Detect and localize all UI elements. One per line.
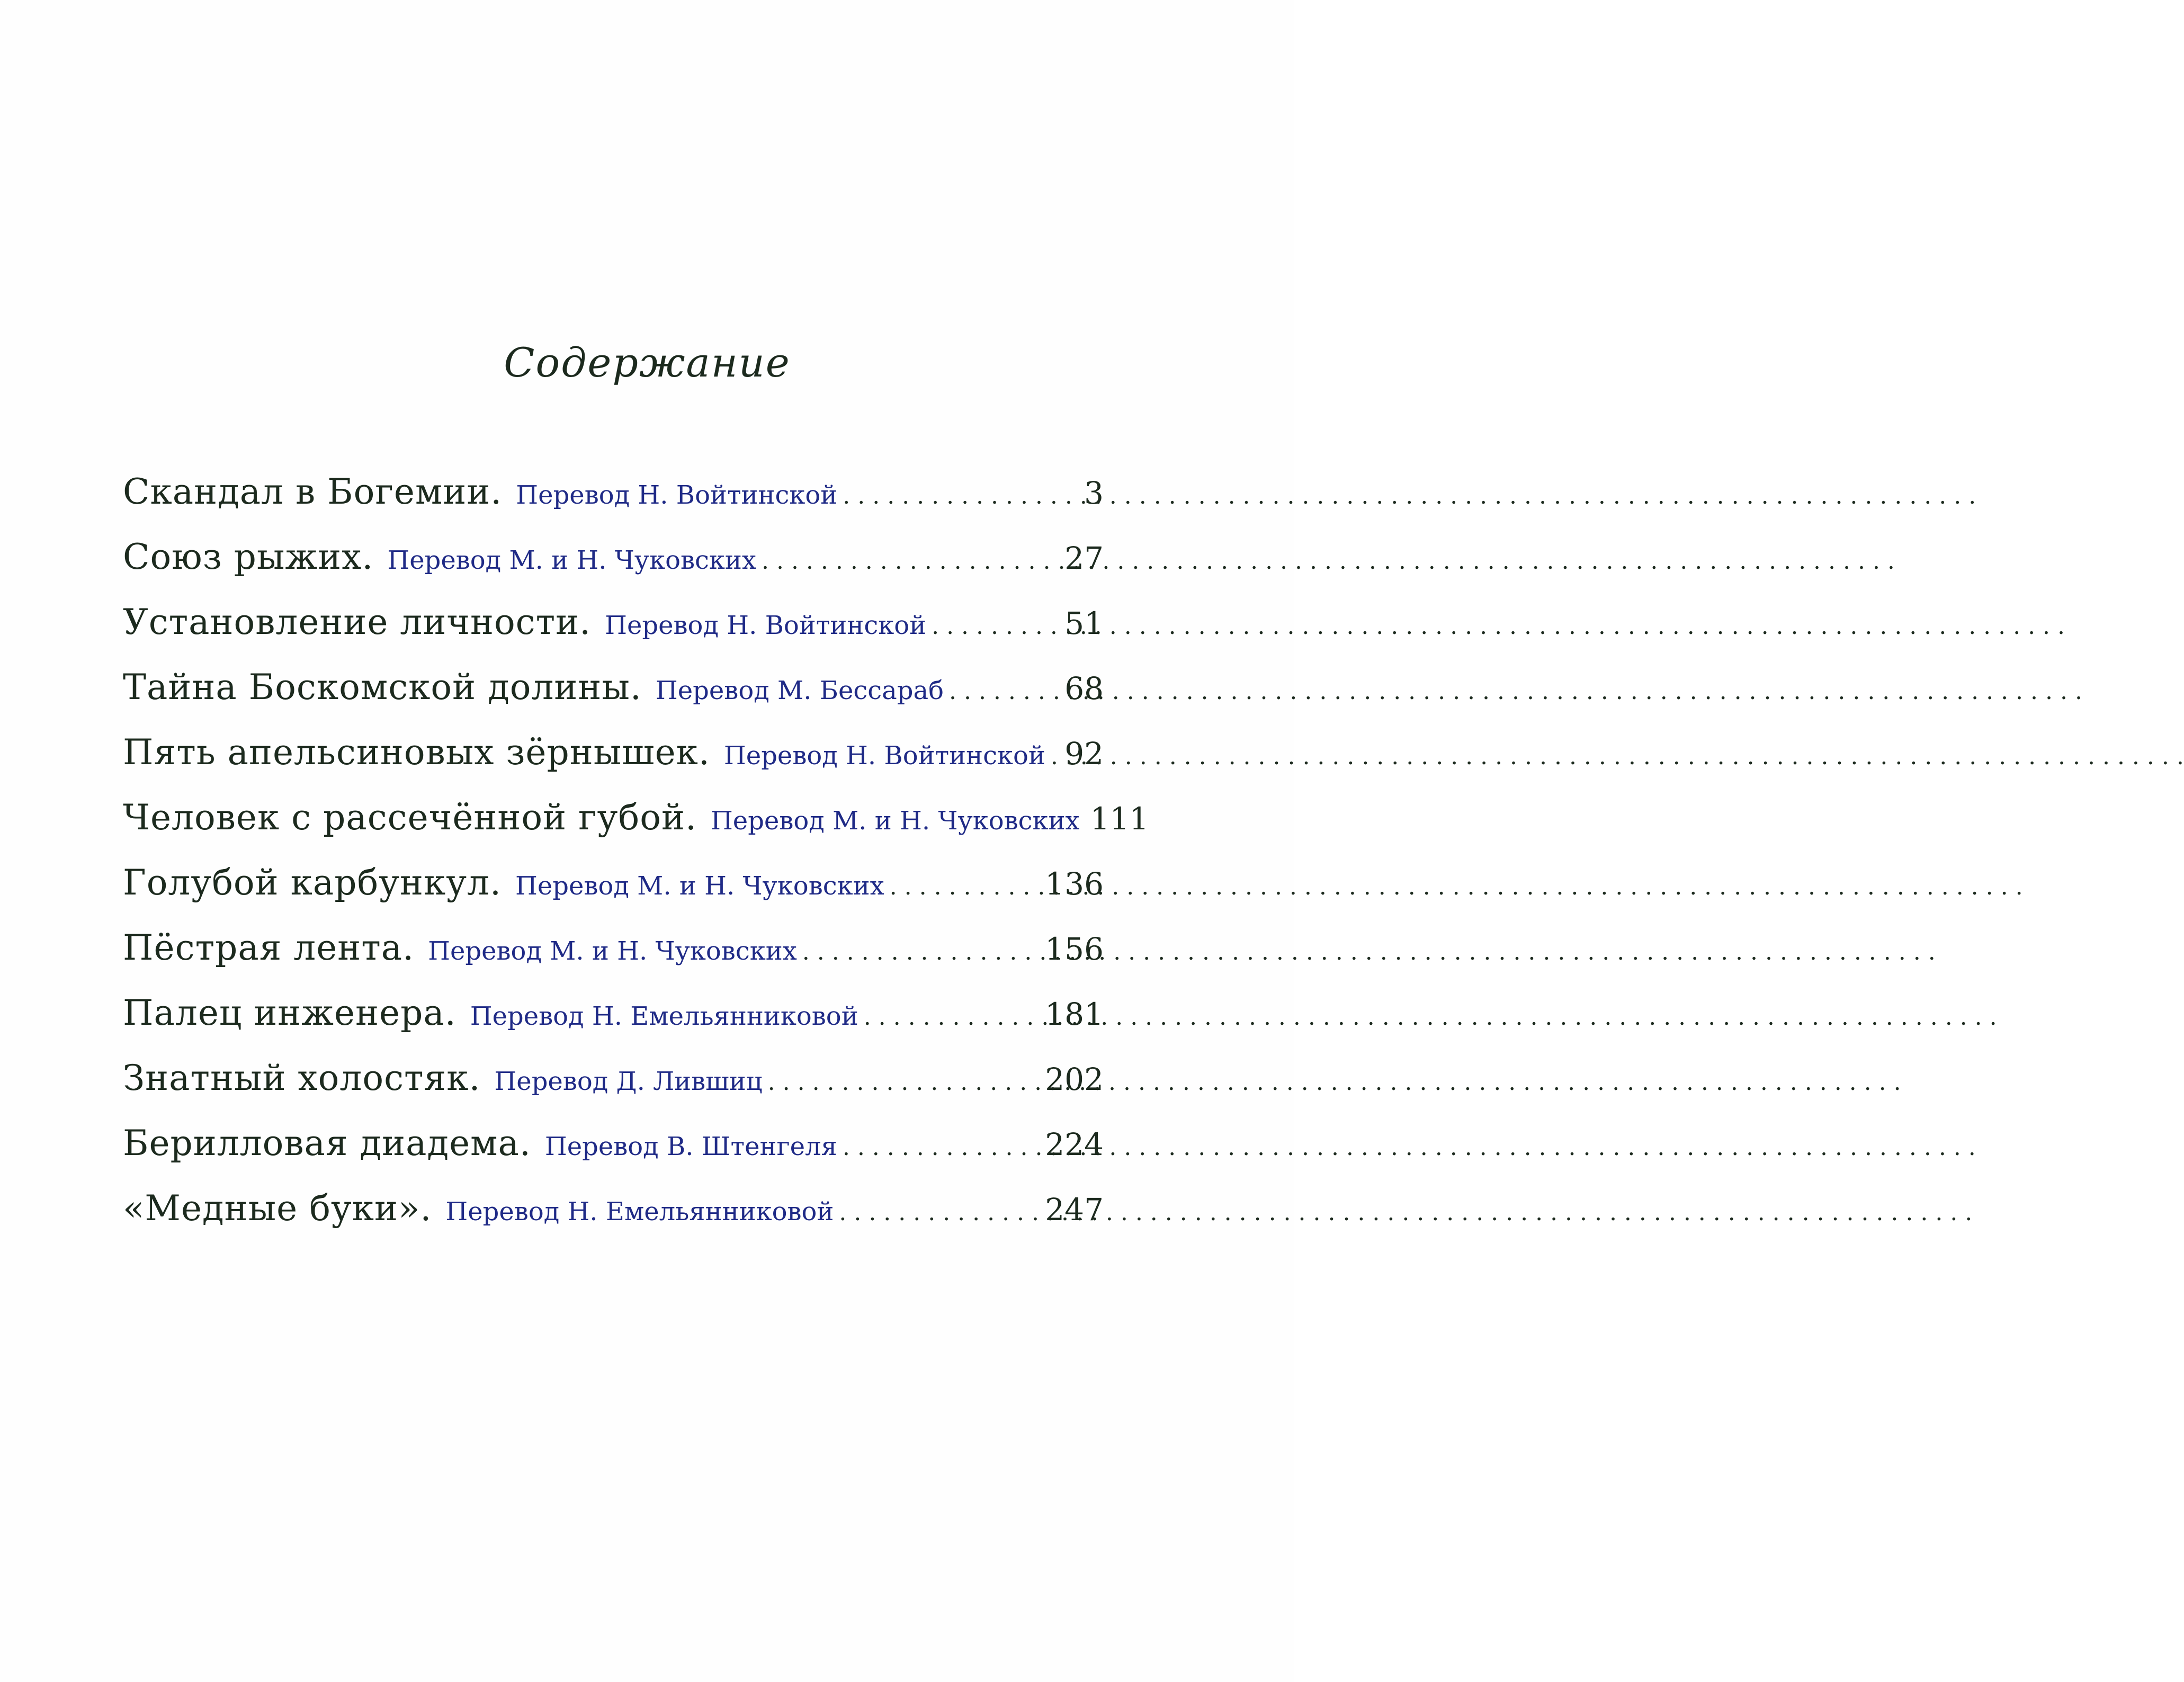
entry-title: Пёстрая лента. <box>123 927 415 968</box>
entry-title: Тайна Боскомской долины. <box>123 667 642 708</box>
entry-title: Голубой карбункул. <box>123 862 502 903</box>
entry-translator: Перевод Н. Емельянниковой <box>445 1197 834 1227</box>
entry-title: «Медные буки». <box>123 1188 432 1229</box>
entry-translator: Перевод В. Штенгеля <box>544 1132 837 1161</box>
entry-translator: Перевод Н. Емельянниковой <box>470 1001 858 1031</box>
dot-leader <box>932 613 1059 640</box>
dot-leader <box>864 1004 1040 1031</box>
entry-translator: Перевод М. Бессараб <box>655 676 944 705</box>
entry-title: Пять апельсиновых зёрнышек. <box>123 732 710 773</box>
toc-entry <box>123 1058 1104 1123</box>
toc-entry <box>123 667 1104 732</box>
dot-leader <box>843 482 1079 509</box>
entry-translator: Перевод М. и Н. Чуковских <box>428 936 797 966</box>
dot-leader <box>768 1069 1040 1096</box>
entry-translator: Перевод Н. Войтинской <box>516 480 838 510</box>
toc-entry <box>123 797 1149 862</box>
entry-title: Знатный холостяк. <box>123 1058 481 1098</box>
entry-page-number: 68 <box>1064 670 1104 706</box>
toc-entry <box>123 602 1104 667</box>
entry-translator: Перевод М. и Н. Чуковских <box>515 871 884 901</box>
entry-translator: Перевод М. и Н. Чуковских <box>387 545 756 575</box>
toc-entry <box>123 1188 1104 1253</box>
entry-page-number: 51 <box>1064 605 1104 641</box>
dot-leader <box>839 1199 1040 1226</box>
entry-page-number: 27 <box>1064 540 1104 576</box>
entry-page-number: 202 <box>1045 1061 1104 1097</box>
entry-page-number: 111 <box>1090 801 1149 837</box>
entry-title: Палец инженера. <box>123 992 457 1033</box>
entry-page-number: 247 <box>1045 1192 1104 1228</box>
dot-leader <box>762 548 1059 575</box>
table-of-contents <box>123 471 1149 1253</box>
toc-entry <box>123 471 1104 536</box>
entry-page-number: 224 <box>1045 1126 1104 1162</box>
entry-page-number: 156 <box>1045 931 1104 967</box>
dot-leader <box>802 938 1040 965</box>
dot-leader <box>1051 743 1059 770</box>
entry-title: Берилловая диадема. <box>123 1123 531 1164</box>
toc-entry <box>123 1123 1104 1188</box>
page-title: Содержание <box>504 339 791 386</box>
entry-page-number: 3 <box>1084 475 1104 511</box>
entry-page-number: 92 <box>1064 736 1104 772</box>
entry-translator: Перевод Н. Войтинской <box>723 741 1045 771</box>
entry-title: Человек с рассечённой губой. <box>123 797 697 838</box>
entry-page-number: 181 <box>1045 996 1104 1032</box>
toc-entry <box>123 992 1104 1058</box>
toc-entry <box>123 927 1104 992</box>
toc-entry <box>123 536 1104 602</box>
entry-translator: Перевод Д. Лившиц <box>494 1067 763 1096</box>
dot-leader <box>890 873 1040 900</box>
dot-leader <box>843 1134 1040 1161</box>
entry-title: Союз рыжих. <box>123 536 374 577</box>
entry-translator: Перевод Н. Войтинской <box>605 611 927 640</box>
entry-translator: Перевод М. и Н. Чуковских <box>710 806 1080 836</box>
toc-entry <box>123 862 1104 927</box>
dot-leader <box>949 678 1059 705</box>
entry-title: Скандал в Богемии. <box>123 471 503 512</box>
entry-title: Установление личности. <box>123 602 592 642</box>
toc-entry <box>123 732 1104 797</box>
entry-page-number: 136 <box>1045 866 1104 902</box>
